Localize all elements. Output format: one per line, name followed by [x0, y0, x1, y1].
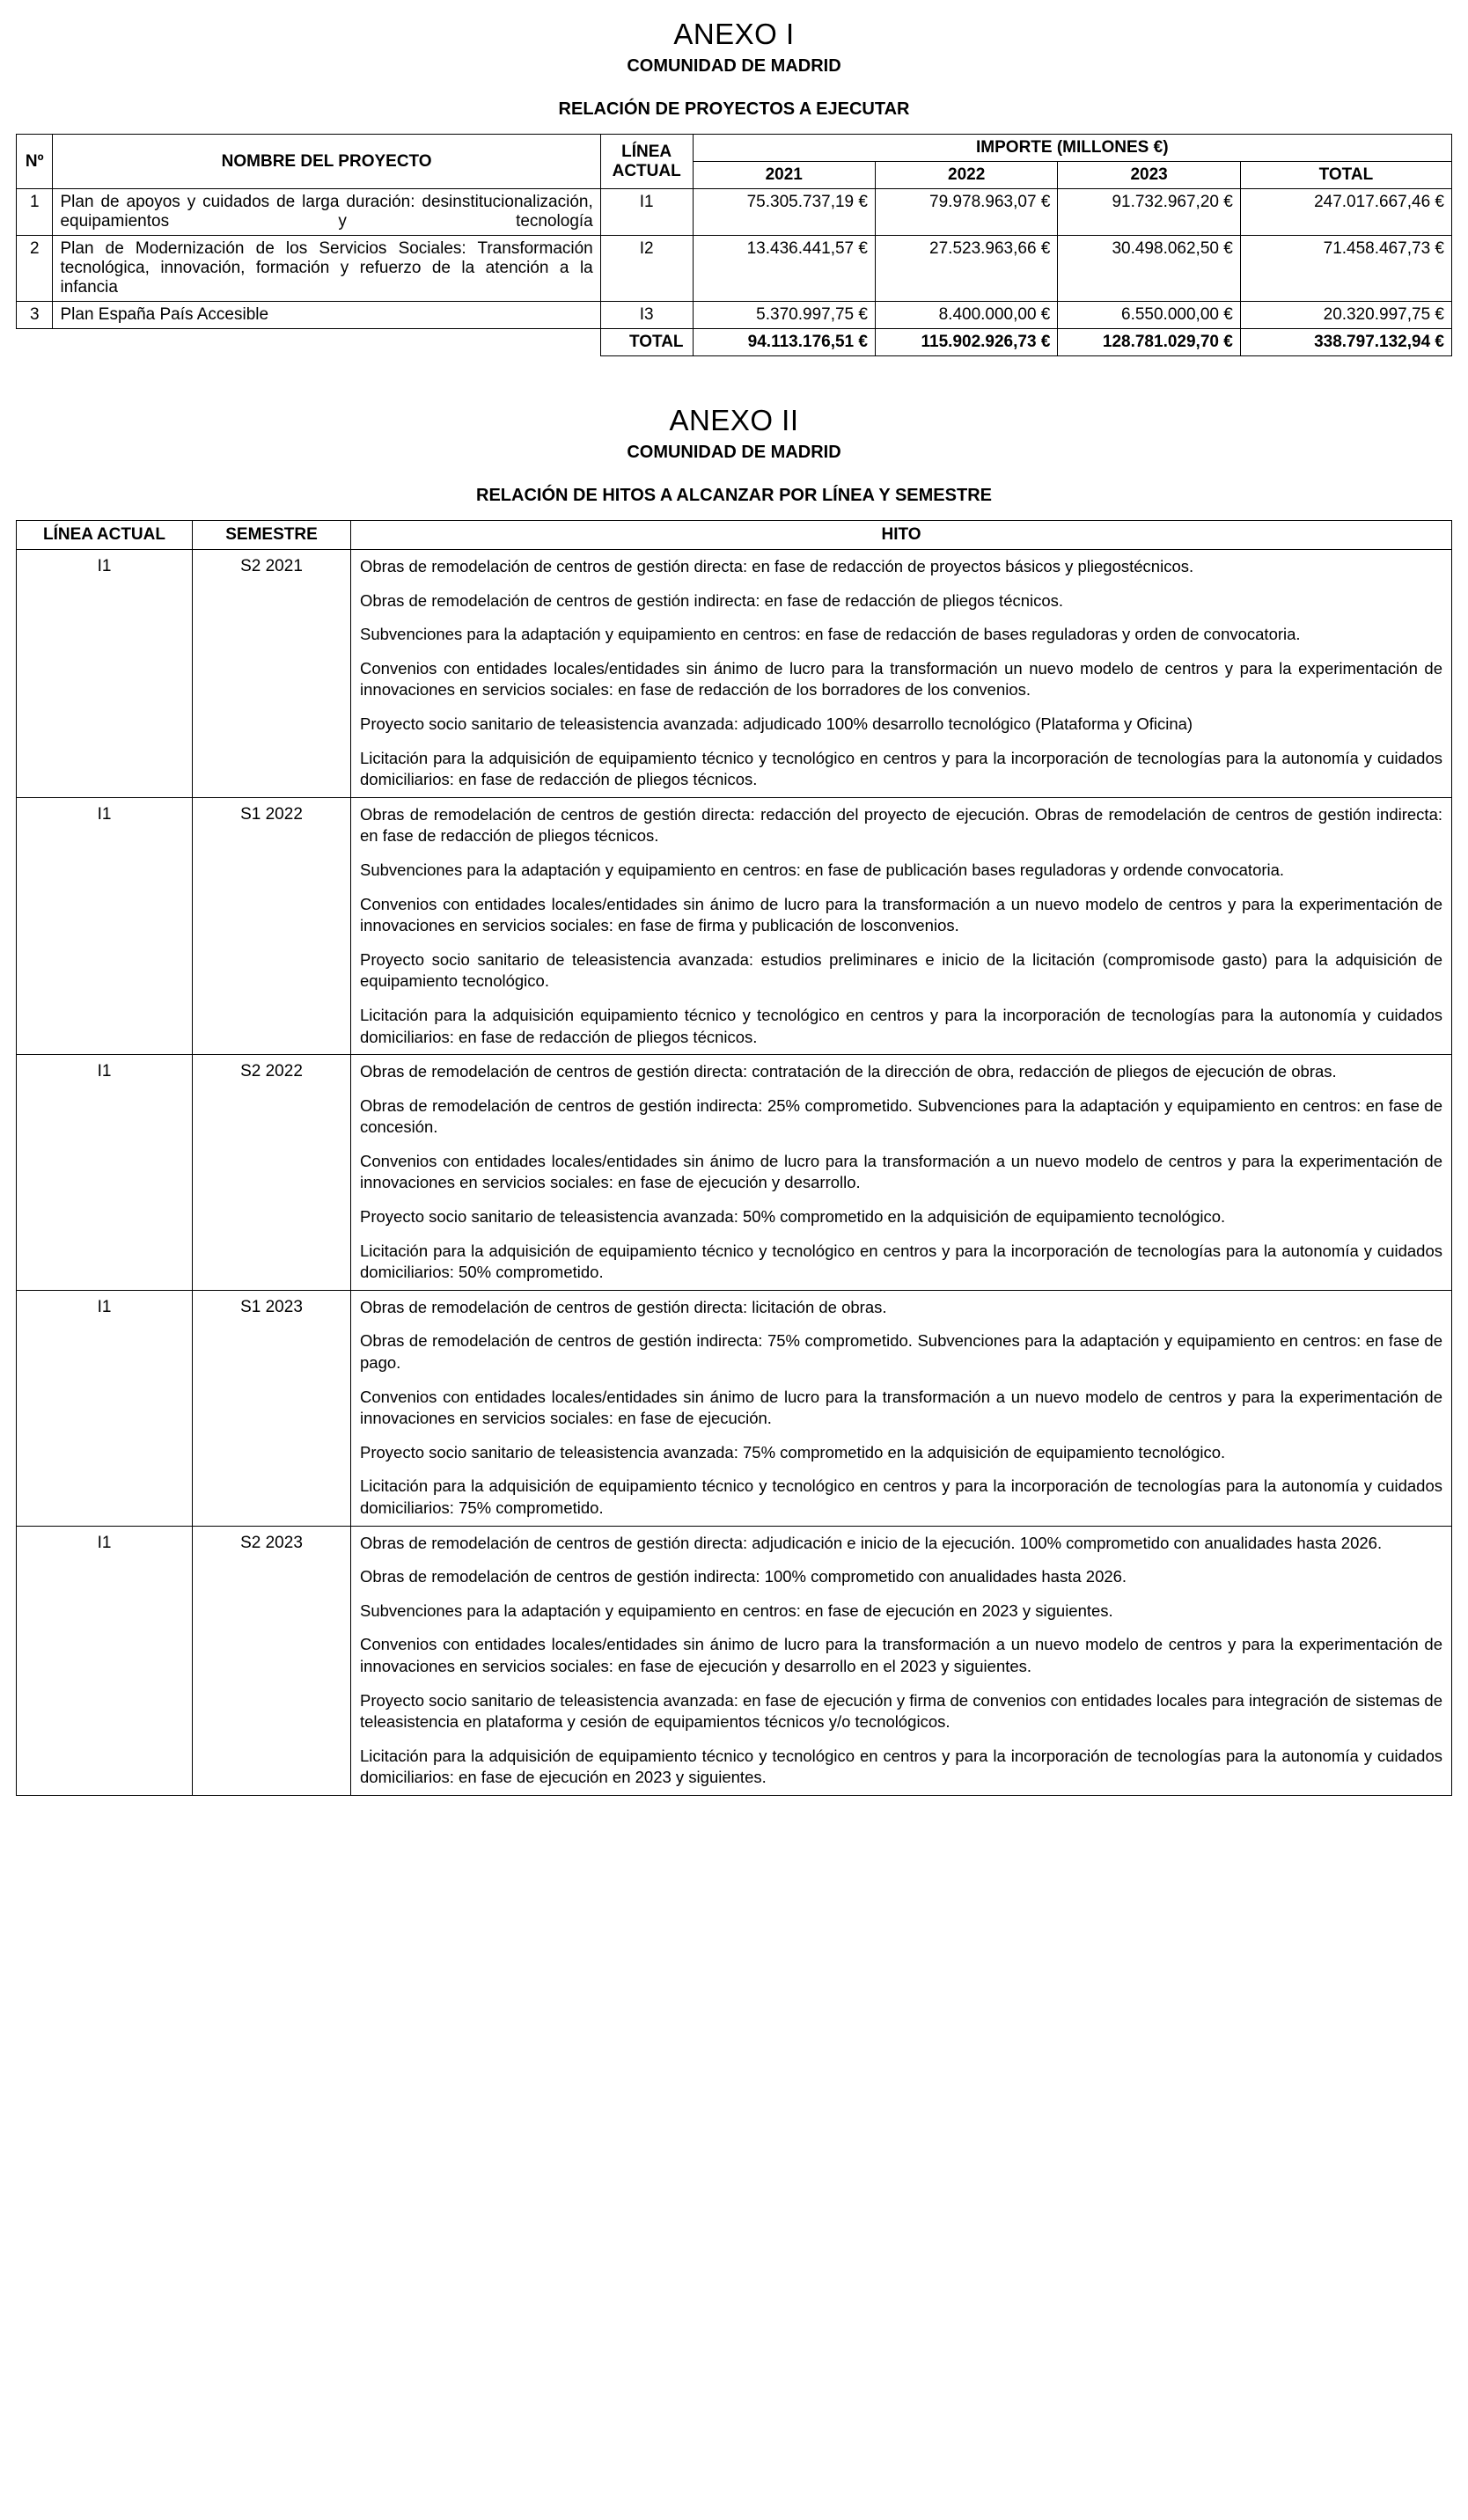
- projects-table: [16, 134, 1452, 356]
- header-line: LÍNEA ACTUAL: [600, 135, 693, 189]
- total-2021: 94.113.176,51 €: [693, 329, 875, 356]
- anexo1-heading: RELACIÓN DE PROYECTOS A EJECUTAR: [558, 99, 910, 119]
- milestone-item: Convenios con entidades locales/entidades sin ánimo de lucro para la transformación a un nuevo modelo de centros y para la experimentación de innovaciones en servicios sociales: en fase de firma y publicación de losconvenios.: [360, 894, 1442, 935]
- total-2022: 115.902.926,73 €: [875, 329, 1057, 356]
- header-num: Nº: [17, 135, 53, 189]
- milestone-item: Licitación para la adquisición de equipamiento técnico y tecnológico en centros y para la incorporación de tecnologías para la autonomía y cuidados domiciliarios: en fase de ejecución en 2023 y siguientes.: [360, 1746, 1442, 1787]
- table-row: [17, 1055, 1452, 1291]
- cell-project: Plan de apoyos y cuidados de larga duración: desinstitucionalización, equipamientos y tecnología: [53, 189, 600, 236]
- cell-2023: 30.498.062,50 €: [1058, 236, 1240, 302]
- table-row: [17, 1290, 1452, 1526]
- milestone-item: Subvenciones para la adaptación y equipamiento en centros: en fase de publicación bases reguladoras y ordende convocatoria.: [360, 860, 1285, 879]
- table-row: [17, 550, 1452, 798]
- milestone-item: Obras de remodelación de centros de gestión directa: redacción del proyecto de ejecución. Obras de remodelación de centros de gestión indirecta: en fase de redacción de pliegos técnicos.: [360, 804, 1442, 846]
- cell-hitos: [351, 1290, 1452, 1526]
- table-row: [17, 797, 1452, 1054]
- table-row: [17, 302, 1452, 329]
- cell-linea: I1: [17, 550, 193, 798]
- cell-hitos: [351, 550, 1452, 798]
- cell-total: 71.458.467,73 €: [1240, 236, 1451, 302]
- cell-hitos: [351, 797, 1452, 1054]
- cell-linea: I1: [17, 1526, 193, 1795]
- milestone-item: Licitación para la adquisición de equipamiento técnico y tecnológico en centros y para la incorporación de tecnologías para la autonomía y cuidados domiciliarios: 50% comprometido.: [360, 1241, 1442, 1282]
- milestone-item: Obras de remodelación de centros de gestión indirecta: 25% comprometido. Subvenciones para la adaptación y equipamiento en centros: en fase de concesión.: [360, 1095, 1442, 1137]
- header-2023: 2023: [1058, 162, 1240, 189]
- cell-2022: 27.523.963,66 €: [875, 236, 1057, 302]
- milestone-item: Proyecto socio sanitario de teleasistencia avanzada: adjudicado 100% desarrollo tecnológico (Plataforma y Oficina): [360, 714, 1193, 733]
- anexo2-heading: RELACIÓN DE HITOS A ALCANZAR POR LÍNEA Y SEMESTRE: [476, 486, 992, 505]
- milestone-item: Licitación para la adquisición de equipamiento técnico y tecnológico en centros y para la incorporación de tecnologías para la autonomía y cuidados domiciliarios: en fase de redacción de pliegos técnicos.: [360, 748, 1442, 789]
- table-row: [17, 1526, 1452, 1795]
- cell-2021: 5.370.997,75 €: [693, 302, 875, 329]
- cell-2023: 6.550.000,00 €: [1058, 302, 1240, 329]
- header-linea-actual: LÍNEA ACTUAL: [17, 521, 193, 550]
- milestone-item: Obras de remodelación de centros de gestión directa: licitación de obras.: [360, 1297, 887, 1316]
- total-total: 338.797.132,94 €: [1240, 329, 1451, 356]
- total-2023: 128.781.029,70 €: [1058, 329, 1240, 356]
- cell-linea: I1: [17, 1055, 193, 1291]
- table-total-row: [17, 329, 1452, 356]
- milestone-item: Licitación para la adquisición equipamiento técnico y tecnológico en centros y para la incorporación de tecnologías para la autonomía y cuidados domiciliarios: en fase de redacción de pliegos técnicos.: [360, 1005, 1442, 1046]
- milestone-item: Obras de remodelación de centros de gestión indirecta: 100% comprometido con anualidades hasta 2026.: [360, 1567, 1127, 1586]
- cell-semestre: S2 2022: [193, 1055, 351, 1291]
- milestone-item: Obras de remodelación de centros de gestión indirecta: en fase de redacción de pliegos técnicos.: [360, 590, 1064, 610]
- cell-project: Plan España País Accesible: [53, 302, 600, 329]
- cell-line: I1: [600, 189, 693, 236]
- milestone-item: Convenios con entidades locales/entidades sin ánimo de lucro para la transformación a un nuevo modelo de centros y para la experimentación de innovaciones en servicios sociales: en fase de ejecución.: [360, 1387, 1442, 1428]
- header-total: TOTAL: [1240, 162, 1451, 189]
- cell-num: 3: [17, 302, 53, 329]
- milestone-list: [351, 1055, 1451, 1290]
- cell-2023: 91.732.967,20 €: [1058, 189, 1240, 236]
- cell-linea: I1: [17, 1290, 193, 1526]
- milestone-item: Convenios con entidades locales/entidades sin ánimo de lucro para la transformación a un nuevo modelo de centros y para la experimentación de innovaciones en servicios sociales: en fase de ejecución y desarrollo.: [360, 1151, 1442, 1192]
- milestone-item: Obras de remodelación de centros de gestión directa: en fase de redacción de proyectos básicos y pliegostécnicos.: [360, 557, 1194, 575]
- anexo1-title: ANEXO I: [673, 18, 795, 50]
- anexo2-title: ANEXO II: [669, 404, 799, 436]
- milestone-item: Convenios con entidades locales/entidades sin ánimo de lucro para la transformación a un nuevo modelo de centros y para la experimentación de innovaciones en servicios sociales: en fase de ejecución y desarrollo en el 2023 y siguientes.: [360, 1635, 1442, 1675]
- cell-semestre: S1 2022: [193, 797, 351, 1054]
- table-row: [17, 189, 1452, 236]
- cell-num: 2: [17, 236, 53, 302]
- milestone-item: Obras de remodelación de centros de gestión directa: contratación de la dirección de obra, redacción de pliegos de ejecución de obras.: [360, 1062, 1337, 1081]
- header-2022: 2022: [875, 162, 1057, 189]
- header-amount: IMPORTE (MILLONES €): [693, 135, 1451, 162]
- header-project: NOMBRE DEL PROYECTO: [53, 135, 600, 189]
- cell-line: I3: [600, 302, 693, 329]
- milestone-item: Proyecto socio sanitario de teleasistencia avanzada: 50% comprometido en la adquisición de equipamiento tecnológico.: [360, 1207, 1226, 1227]
- cell-2021: 75.305.737,19 €: [693, 189, 875, 236]
- cell-hitos: [351, 1526, 1452, 1795]
- milestone-item: Proyecto socio sanitario de teleasistencia avanzada: en fase de ejecución y firma de convenios con entidades locales para integración de sistemas de teleasistencia en plataforma y cesión de equipamientos técnicos y/o tecnológicos.: [360, 1690, 1442, 1732]
- cell-num: 1: [17, 189, 53, 236]
- header-hito: HITO: [351, 521, 1452, 550]
- section-spacer: [16, 356, 1452, 395]
- milestone-item: Proyecto socio sanitario de teleasistencia avanzada: 75% comprometido en la adquisición de equipamiento tecnológico.: [360, 1442, 1226, 1461]
- anexo2-section: [16, 404, 1452, 1796]
- cell-2022: 79.978.963,07 €: [875, 189, 1057, 236]
- cell-total: 247.017.667,46 €: [1240, 189, 1451, 236]
- milestone-list: [351, 550, 1451, 797]
- header-semestre: SEMESTRE: [193, 521, 351, 550]
- milestone-item: Licitación para la adquisición de equipamiento técnico y tecnológico en centros y para la incorporación de tecnologías para la autonomía y cuidados domiciliarios: 75% comprometido.: [360, 1476, 1442, 1517]
- anexo1-section: [16, 18, 1452, 356]
- table-header-row: [17, 135, 1452, 162]
- milestone-item: Subvenciones para la adaptación y equipamiento en centros: en fase de ejecución en 2023 y siguientes.: [360, 1601, 1113, 1620]
- cell-2021: 13.436.441,57 €: [693, 236, 875, 302]
- header-2021: 2021: [693, 162, 875, 189]
- milestone-item: Subvenciones para la adaptación y equipamiento en centros: en fase de redacción de bases reguladoras y orden de convocatoria.: [360, 625, 1301, 644]
- milestone-item: Proyecto socio sanitario de teleasistencia avanzada: estudios preliminares e inicio de la licitación (compromisode gasto) para la adquisición de equipamiento tecnológico.: [360, 949, 1442, 991]
- milestone-item: Obras de remodelación de centros de gestión directa: adjudicación e inicio de la ejecución. 100% comprometido con anualidades hasta 2026.: [360, 1533, 1383, 1552]
- cell-semestre: S1 2023: [193, 1290, 351, 1526]
- milestone-item: Obras de remodelación de centros de gestión indirecta: 75% comprometido. Subvenciones para la adaptación y equipamiento en centros: en fase de pago.: [360, 1331, 1442, 1373]
- cell-line: I2: [600, 236, 693, 302]
- cell-linea: I1: [17, 797, 193, 1054]
- cell-total: 20.320.997,75 €: [1240, 302, 1451, 329]
- cell-project: Plan de Modernización de los Servicios Sociales: Transformación tecnológica, innovación, formación y refuerzo de la atención a la infancia: [53, 236, 600, 302]
- table-row: [17, 236, 1452, 302]
- cell-2022: 8.400.000,00 €: [875, 302, 1057, 329]
- milestone-list: [351, 1527, 1451, 1795]
- total-label: TOTAL: [600, 329, 693, 356]
- anexo2-subtitle: COMUNIDAD DE MADRID: [627, 443, 841, 462]
- milestone-list: [351, 1291, 1451, 1526]
- total-spacer: [17, 329, 601, 356]
- milestones-header-row: [17, 521, 1452, 550]
- anexo1-subtitle: COMUNIDAD DE MADRID: [627, 56, 841, 76]
- milestone-item: Convenios con entidades locales/entidades sin ánimo de lucro para la transformación un nuevo modelo de centros y para la experimentación de innovaciones en servicios sociales: en fase de redacción de los borradores de los convenios.: [360, 658, 1442, 700]
- cell-hitos: [351, 1055, 1452, 1291]
- milestone-list: [351, 798, 1451, 1054]
- cell-semestre: S2 2021: [193, 550, 351, 798]
- milestones-table: [16, 520, 1452, 1796]
- cell-semestre: S2 2023: [193, 1526, 351, 1795]
